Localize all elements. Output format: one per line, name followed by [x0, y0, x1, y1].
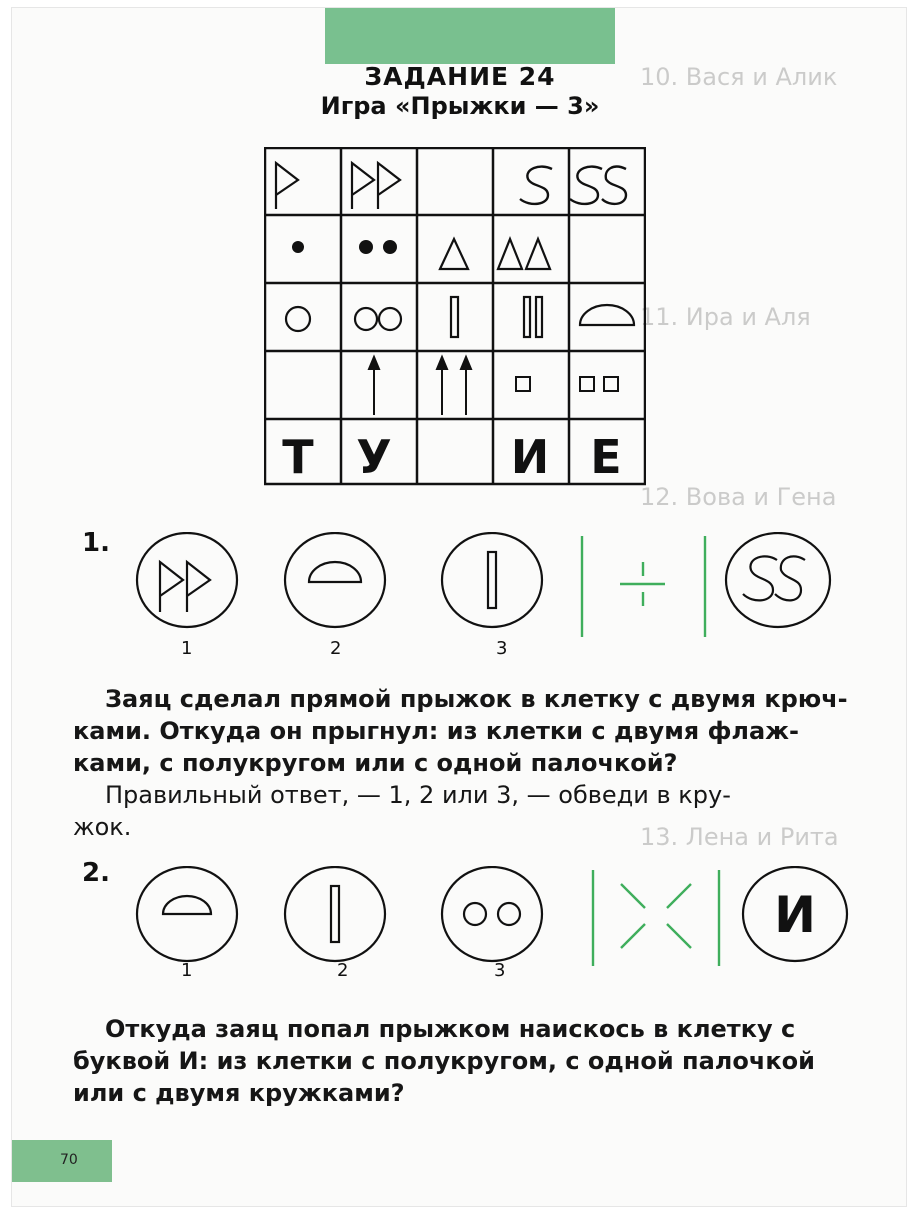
cell-two-squares — [580, 377, 618, 391]
q2-target-letter: И — [774, 886, 816, 944]
game-grid — [264, 147, 646, 487]
q1-line-5: жок. — [73, 813, 132, 841]
cell-one-square — [516, 377, 530, 391]
q1-option-circle-2 — [285, 533, 385, 627]
bleed-through-background: 10. Вася и Алик 11. Ира и Аля 12. Вова и Гена 13. Лена и Рита — [640, 63, 839, 851]
grid-letter-u: У — [356, 430, 392, 484]
q1-jump-directions — [582, 536, 705, 637]
q1-line-4: Правильный ответ, — 1, 2 или 3, — обведи в кру- — [105, 781, 731, 809]
q2-option-circle-3 — [442, 867, 542, 961]
task-subtitle: Игра «Прыжки — 3» — [320, 92, 600, 120]
grid-letter-t: Т — [282, 430, 314, 484]
cell-two-hooks — [570, 167, 626, 204]
cell-one-hook — [520, 167, 552, 204]
cell-one-flag — [276, 163, 298, 209]
q2-line-3: или с двумя кружками? — [73, 1079, 405, 1107]
q1-target-circle — [726, 533, 830, 627]
question1-options — [125, 532, 845, 662]
cell-one-dot — [292, 241, 304, 253]
q1-line-2: ками. Откуда он прыгнул: из клетки с двумя флаж- — [73, 717, 799, 745]
q2-jump-directions — [593, 870, 719, 966]
q2-label-3: 3 — [494, 960, 506, 981]
cell-one-arrow — [369, 357, 379, 415]
q1-label-2: 2 — [330, 638, 342, 659]
q2-label-2: 2 — [337, 960, 349, 981]
page-number-tab — [12, 1140, 112, 1182]
cell-two-triangles — [498, 239, 550, 269]
q1-line-1: Заяц сделал прямой прыжок в клетку с двумя крюч- — [105, 685, 848, 713]
cell-two-dots — [359, 240, 397, 254]
cell-two-circles — [355, 308, 401, 330]
q1-option-circle-3 — [442, 533, 542, 627]
q2-line-2: буквой И: из клетки с полукругом, с одной палочкой — [73, 1047, 815, 1075]
task-title: ЗАДАНИЕ 24 — [364, 62, 556, 91]
grid-letter-e: Е — [590, 430, 622, 484]
question1-number: 1. — [82, 528, 110, 558]
q1-label-1: 1 — [181, 638, 193, 659]
q2-line-1: Откуда заяц попал прыжком наискось в клетку с — [105, 1015, 796, 1043]
cell-one-triangle — [440, 239, 468, 269]
page-number: 70 — [60, 1152, 78, 1168]
q2-label-1: 1 — [181, 960, 193, 981]
question2-options — [125, 866, 855, 976]
q2-option-circle-2 — [285, 867, 385, 961]
grid-letter-i: И — [510, 430, 550, 484]
q1-label-3: 3 — [496, 638, 508, 659]
cell-two-sticks — [524, 297, 542, 337]
cell-two-arrows — [437, 357, 471, 415]
cell-one-circle — [286, 307, 310, 331]
cell-one-stick — [451, 297, 458, 337]
question2-number: 2. — [82, 858, 110, 888]
cell-semicircle — [580, 305, 634, 325]
q1-line-3: ками, с полукругом или с одной палочкой? — [73, 749, 678, 777]
header-green-band — [325, 8, 615, 64]
cell-two-flags — [352, 163, 400, 209]
